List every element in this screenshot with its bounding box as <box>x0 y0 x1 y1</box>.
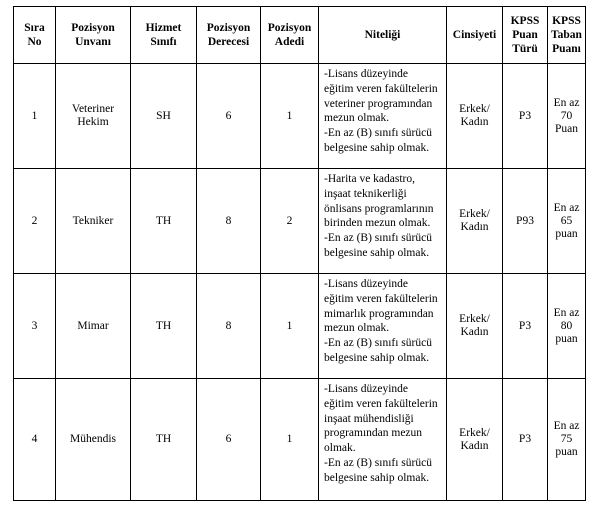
pozisyon-adedi-value: 1 <box>286 433 293 445</box>
header-pozisyon-derecesi <box>197 7 261 64</box>
header-niteligi <box>319 7 447 64</box>
pozisyon-unvani-value: Veteriner Hekim <box>71 103 115 128</box>
pozisyon-derecesi-value: 6 <box>225 109 232 122</box>
table-body <box>14 64 586 501</box>
header-sira-no <box>14 7 56 64</box>
header-row <box>14 7 586 64</box>
cell-pozisyon-derecesi <box>197 64 261 169</box>
niteligi-value: -Lisans düzeyinde eğitim veren fakültelerin inşaat mühendisliği programından mezun olmak. -En az (B) sınıfı sürücü belgesine sahip olmak. <box>324 383 438 484</box>
cell-pozisyon-unvani <box>56 64 131 169</box>
cinsiyeti-value: Erkek/ Kadın <box>459 103 490 128</box>
cinsiyeti-value: Erkek/ Kadın <box>459 313 490 338</box>
cell-kpss-puan-turu <box>503 274 548 379</box>
header-kpss-puan-turu-label: KPSS Puan Türü <box>510 15 540 55</box>
cell-pozisyon-adedi <box>261 274 319 379</box>
table-row <box>14 64 586 169</box>
cell-kpss-puan-turu <box>503 64 548 169</box>
niteligi-value: -Harita ve kadastro, inşaat teknikerliği önlisans programlarının birinden mezun olmak. -En az (B) sınıfı sürücü belgesine sahip olmak. <box>324 173 434 259</box>
pozisyon-adedi-value: 1 <box>286 319 293 332</box>
cinsiyeti-value: Erkek/ Kadın <box>459 426 490 452</box>
header-kpss-taban-puani-label: KPSS Taban Puanı <box>551 15 582 55</box>
kpss-taban-puani-value: En az 65 puan <box>553 201 580 240</box>
cell-cinsiyeti <box>447 64 503 169</box>
kpss-puan-turu-value: P3 <box>518 109 532 122</box>
kpss-taban-puani-value: En az 75 puan <box>553 420 580 458</box>
header-kpss-puan-turu <box>503 7 548 64</box>
header-pozisyon-unvani <box>56 7 131 64</box>
table-row <box>14 274 586 379</box>
header-niteligi-label: Niteliği <box>364 29 401 41</box>
table-header <box>14 7 586 64</box>
positions-table <box>13 6 586 501</box>
cell-pozisyon-adedi <box>261 169 319 274</box>
niteligi-value: -Lisans düzeyinde eğitim veren fakültelerin mimarlık programından mezun olmak. -En az (B) sınıfı sürücü belgesine sahip olmak. <box>324 278 438 364</box>
kpss-puan-turu-value: P3 <box>518 433 532 445</box>
sira-no-value: 2 <box>31 214 38 227</box>
cell-pozisyon-derecesi <box>197 169 261 274</box>
hizmet-sinifi-value: SH <box>156 109 171 122</box>
hizmet-sinifi-value: TH <box>155 433 172 445</box>
header-pozisyon-adedi <box>261 7 319 64</box>
cell-hizmet-sinifi <box>131 64 197 169</box>
cell-niteligi <box>319 274 447 379</box>
cell-cinsiyeti <box>447 379 503 501</box>
sira-no-value: 3 <box>31 319 38 332</box>
cell-cinsiyeti <box>447 169 503 274</box>
header-hizmet-sinifi-label: Hizmet Sınıfı <box>145 22 182 48</box>
pozisyon-adedi-value: 2 <box>286 214 293 227</box>
cell-kpss-taban-puani <box>548 64 586 169</box>
header-sira-no-label: Sıra No <box>24 22 45 48</box>
header-cinsiyeti <box>447 7 503 64</box>
cell-sira-no <box>14 169 56 274</box>
cell-kpss-taban-puani <box>548 169 586 274</box>
cell-pozisyon-adedi <box>261 64 319 169</box>
kpss-taban-puani-value: En az 70 Puan <box>553 96 580 135</box>
cell-pozisyon-derecesi <box>197 379 261 501</box>
header-cinsiyeti-label: Cinsiyeti <box>452 29 497 41</box>
cell-kpss-taban-puani <box>548 379 586 501</box>
table-row <box>14 169 586 274</box>
hizmet-sinifi-value: TH <box>155 214 172 227</box>
cell-niteligi <box>319 64 447 169</box>
cell-niteligi <box>319 379 447 501</box>
cell-hizmet-sinifi <box>131 169 197 274</box>
pozisyon-unvani-value: Tekniker <box>72 214 114 227</box>
pozisyon-unvani-value: Mimar <box>77 319 109 332</box>
cell-sira-no <box>14 274 56 379</box>
cell-kpss-puan-turu <box>503 169 548 274</box>
cell-niteligi <box>319 169 447 274</box>
cell-pozisyon-unvani <box>56 274 131 379</box>
cell-pozisyon-derecesi <box>197 274 261 379</box>
pozisyon-unvani-value: Mühendis <box>70 433 116 445</box>
header-pozisyon-adedi-label: Pozisyon Adedi <box>267 22 312 48</box>
cell-pozisyon-adedi <box>261 379 319 501</box>
header-pozisyon-derecesi-label: Pozisyon Derecesi <box>206 22 251 48</box>
cell-hizmet-sinifi <box>131 379 197 501</box>
kpss-puan-turu-value: P3 <box>518 319 532 332</box>
cell-kpss-puan-turu <box>503 379 548 501</box>
pozisyon-derecesi-value: 8 <box>225 214 232 227</box>
cell-sira-no <box>14 64 56 169</box>
pozisyon-adedi-value: 1 <box>286 109 293 122</box>
cell-hizmet-sinifi <box>131 274 197 379</box>
cell-pozisyon-unvani <box>56 379 131 501</box>
table-row <box>14 379 586 501</box>
header-kpss-taban-puani <box>548 7 586 64</box>
kpss-taban-puani-value: En az 80 puan <box>553 306 580 345</box>
sira-no-value: 4 <box>31 433 38 445</box>
cell-sira-no <box>14 379 56 501</box>
pozisyon-derecesi-value: 8 <box>225 319 232 332</box>
cell-kpss-taban-puani <box>548 274 586 379</box>
kpss-puan-turu-value: P93 <box>516 214 534 227</box>
niteligi-value: -Lisans düzeyinde eğitim veren fakültelerin veteriner programından mezun olmak. -En az (B) sınıfı sürücü belgesine sahip olmak. <box>324 68 438 154</box>
cell-cinsiyeti <box>447 274 503 379</box>
sira-no-value: 1 <box>31 109 38 122</box>
cell-pozisyon-unvani <box>56 169 131 274</box>
header-hizmet-sinifi <box>131 7 197 64</box>
hizmet-sinifi-value: TH <box>155 319 172 332</box>
header-pozisyon-unvani-label: Pozisyon Unvanı <box>71 22 115 48</box>
pozisyon-derecesi-value: 6 <box>225 433 232 445</box>
cinsiyeti-value: Erkek/ Kadın <box>459 208 490 233</box>
